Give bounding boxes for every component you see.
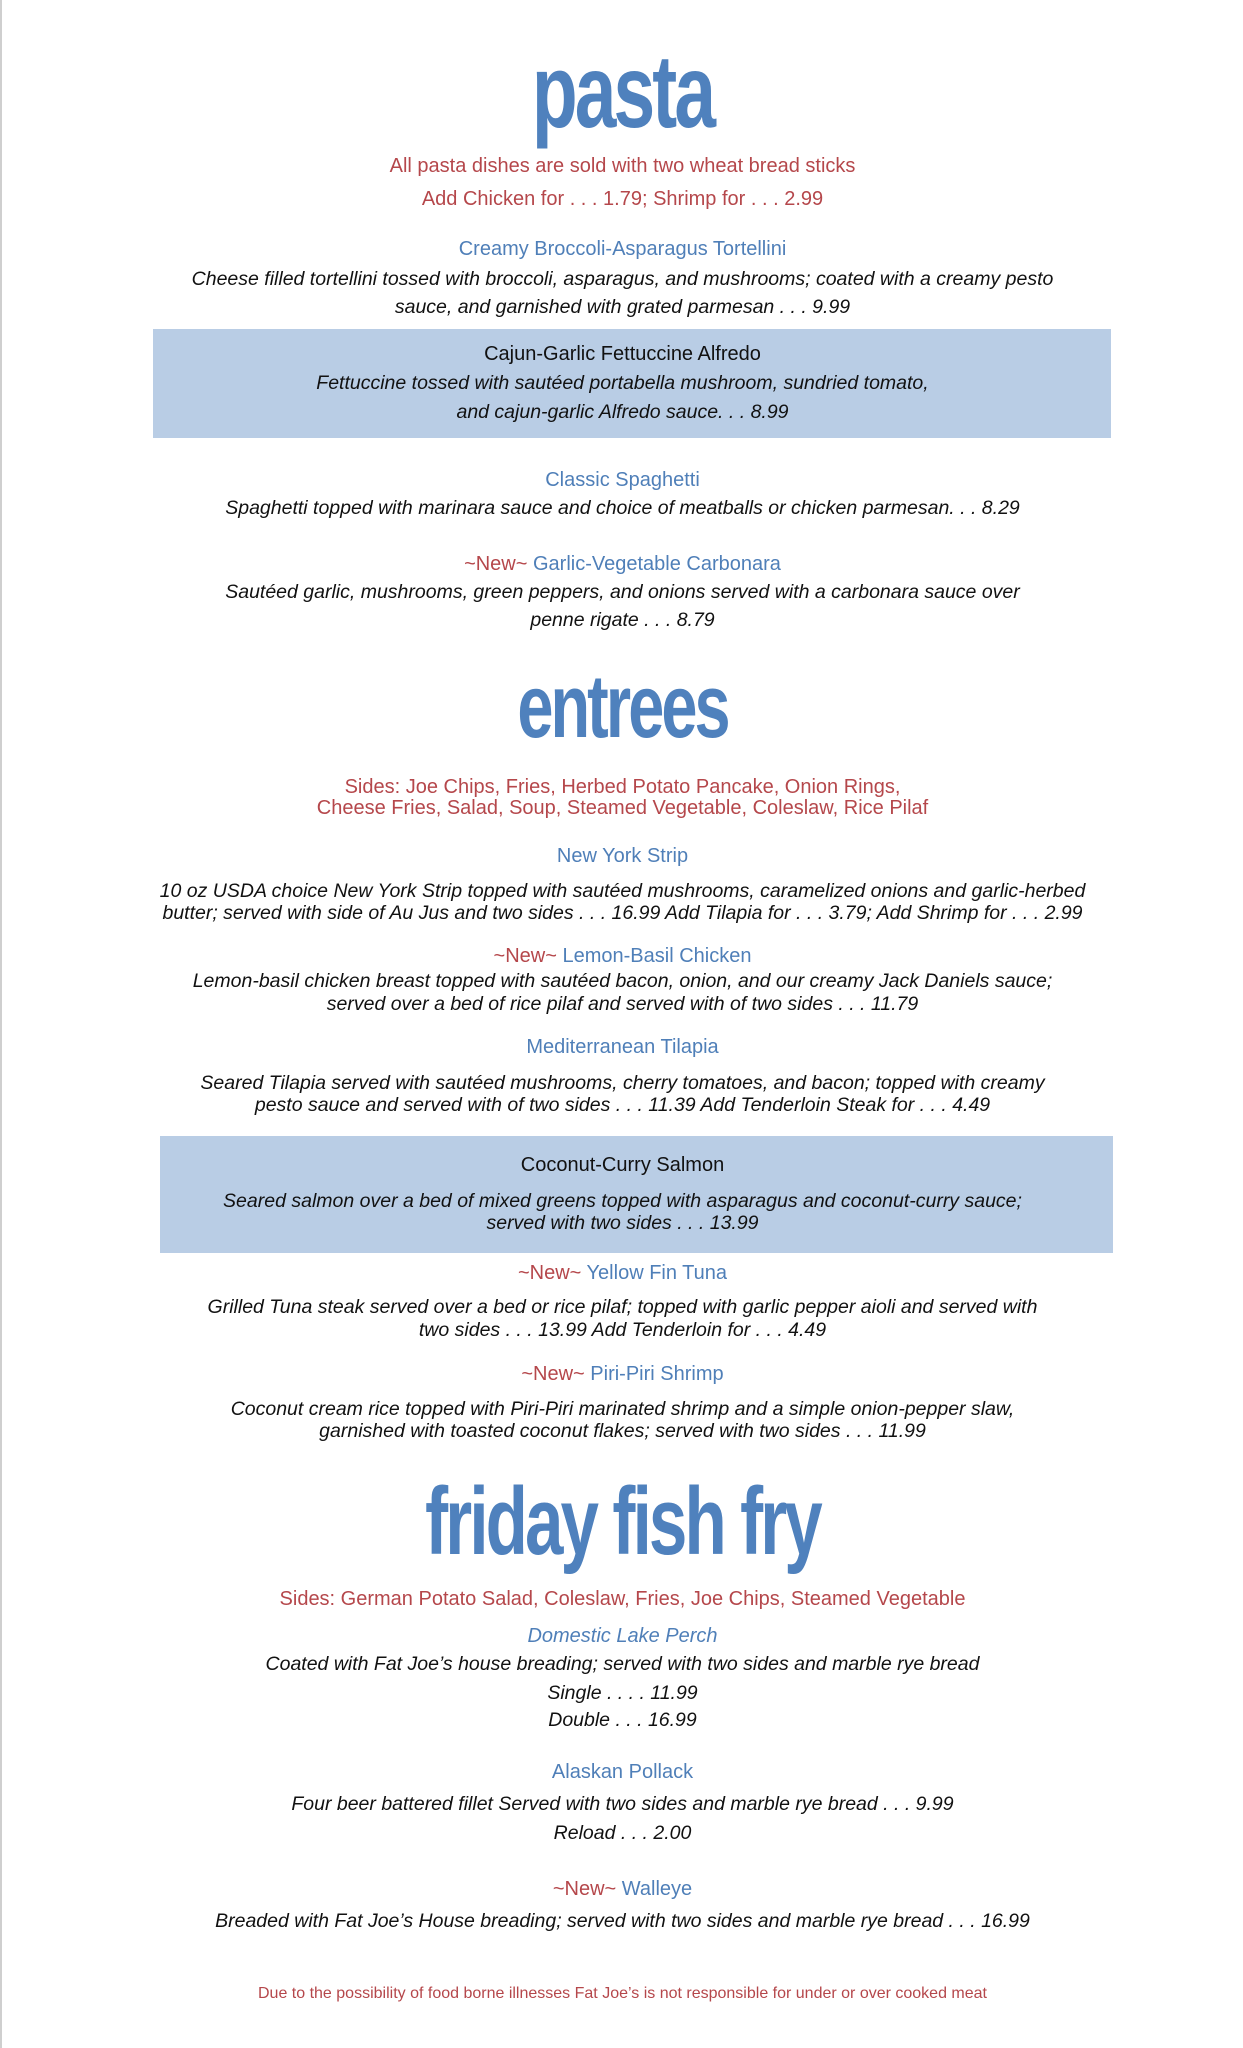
menu-item-desc: Spaghetti topped with marinara sauce and choice of meatballs or chicken parmesan. . . 8.29 [225,497,1020,519]
menu-item-name: Classic Spaghetti [545,469,700,491]
menu-item-desc: Coconut cream rice topped with Piri-Piri marinated shrimp and a simple onion-pepper slaw, [230,1398,1015,1420]
menu-item-desc: served over a bed of rice pilaf and served with of two sides . . . 11.79 [326,993,919,1015]
menu-item-desc: penne rigate . . . 8.79 [530,609,715,631]
menu-item-name [2,1878,1243,1901]
menu-item-name [2,1262,1243,1285]
menu-item-price: Double . . . 16.99 [548,1709,697,1731]
menu-item-desc: Cheese filled tortellini tossed with broccoli, asparagus, and mushrooms; coated with a creamy pesto [191,268,1054,290]
menu-item-desc: Lemon-basil chicken breast topped with sautéed bacon, onion, and our creamy Jack Daniels sauce; [192,970,1053,992]
menu-item-name [2,1363,1243,1386]
menu-item-desc: Four beer battered fillet Served with two sides and marble rye bread . . . 9.99 [291,1793,954,1815]
new-tag: ~New~ [521,1363,585,1385]
new-tag: ~New~ [517,1262,582,1284]
menu-item-name: Alaskan Pollack [551,1761,694,1783]
menu-item-desc: pesto sauce and served with of two sides . . . 11.39 Add Tenderloin Steak for . . . 4.49 [254,1094,991,1116]
item-name: Piri-Piri Shrimp [584,1363,724,1385]
menu-item-desc: Seared Tilapia served with sautéed mushrooms, cherry tomatoes, and bacon; topped with creamy [200,1072,1045,1094]
entrees-sides: Sides: Joe Chips, Fries, Herbed Potato Pancake, Onion Rings, [344,776,901,798]
pasta-addons: Add Chicken for . . . 1.79; Shrimp for . . . 2.99 [421,188,824,210]
menu-item-name: Mediterranean Tilapia [526,1036,719,1058]
fish-sides: Sides: German Potato Salad, Coleslaw, Fries, Joe Chips, Steamed Vegetable [279,1588,966,1610]
menu-item-desc: Coated with Fat Joe’s house breading; served with two sides and marble rye bread [265,1653,980,1675]
menu-item-desc: two sides . . . 13.99 Add Tenderloin for . . . 4.49 [418,1319,827,1341]
menu-item-desc: and cajun-garlic Alfredo sauce. . . 8.99 [456,401,789,423]
menu-item-price: Single . . . . 11.99 [547,1682,698,1704]
menu-item-desc: 10 oz USDA choice New York Strip topped with sautéed mushrooms, caramelized onions and garlic-herbed [159,880,1086,902]
entrees-sides: Cheese Fries, Salad, Soup, Steamed Vegetable, Coleslaw, Rice Pilaf [316,797,929,819]
menu-item-name [2,945,1243,968]
menu-item-name: Creamy Broccoli-Asparagus Tortellini [458,238,787,260]
menu-item-desc: Fettuccine tossed with sautéed portabella mushroom, sundried tomato, [316,372,929,394]
menu-item-name: Coconut-Curry Salmon [520,1154,725,1176]
section-title-entrees: entrees [517,657,728,757]
pasta-note: All pasta dishes are sold with two wheat bread sticks [389,155,856,177]
footer-disclaimer: Due to the possibility of food borne illnesses Fat Joe’s is not responsible for under or over cooked meat [258,1985,987,2002]
item-name: Lemon-Basil Chicken [556,945,752,967]
menu-item-desc: served with two sides . . . 13.99 [486,1212,759,1234]
new-tag: ~New~ [552,1878,617,1900]
item-name: Yellow Fin Tuna [581,1262,728,1284]
item-name: Garlic-Vegetable Carbonara [527,553,781,575]
menu-item-name: Cajun-Garlic Fettuccine Alfredo [484,343,761,365]
section-title-fish-fry: friday fish fry [425,1468,820,1575]
menu-item-desc: sauce, and garnished with grated parmesan . . . 9.99 [394,296,851,318]
menu-item-price: Reload . . . 2.00 [553,1822,692,1844]
menu-item-name: Domestic Lake Perch [527,1625,718,1647]
menu-item-desc: Sautéed garlic, mushrooms, green peppers, and onions served with a carbonara sauce over [225,581,1020,603]
item-name: Walleye [616,1878,693,1900]
menu-item-desc: Breaded with Fat Joe’s House breading; served with two sides and marble rye bread . . . 16.99 [215,1910,1030,1932]
menu-item-name: New York Strip [556,845,689,867]
new-tag: ~New~ [493,945,557,967]
menu-item-desc: Seared salmon over a bed of mixed greens topped with asparagus and coconut-curry sauce; [223,1190,1022,1212]
new-tag: ~New~ [464,553,528,575]
section-title-pasta: pasta [531,34,714,150]
menu-item-desc: Grilled Tuna steak served over a bed or rice pilaf; topped with garlic pepper aioli and served with [207,1296,1038,1318]
menu-item-desc: butter; served with side of Au Jus and two sides . . . 16.99 Add Tilapia for . . . 3.79; Add Shrimp for . . . 2.99 [162,902,1083,924]
menu-item-name [2,553,1243,576]
menu-item-desc: garnished with toasted coconut flakes; served with two sides . . . 11.99 [319,1420,926,1442]
